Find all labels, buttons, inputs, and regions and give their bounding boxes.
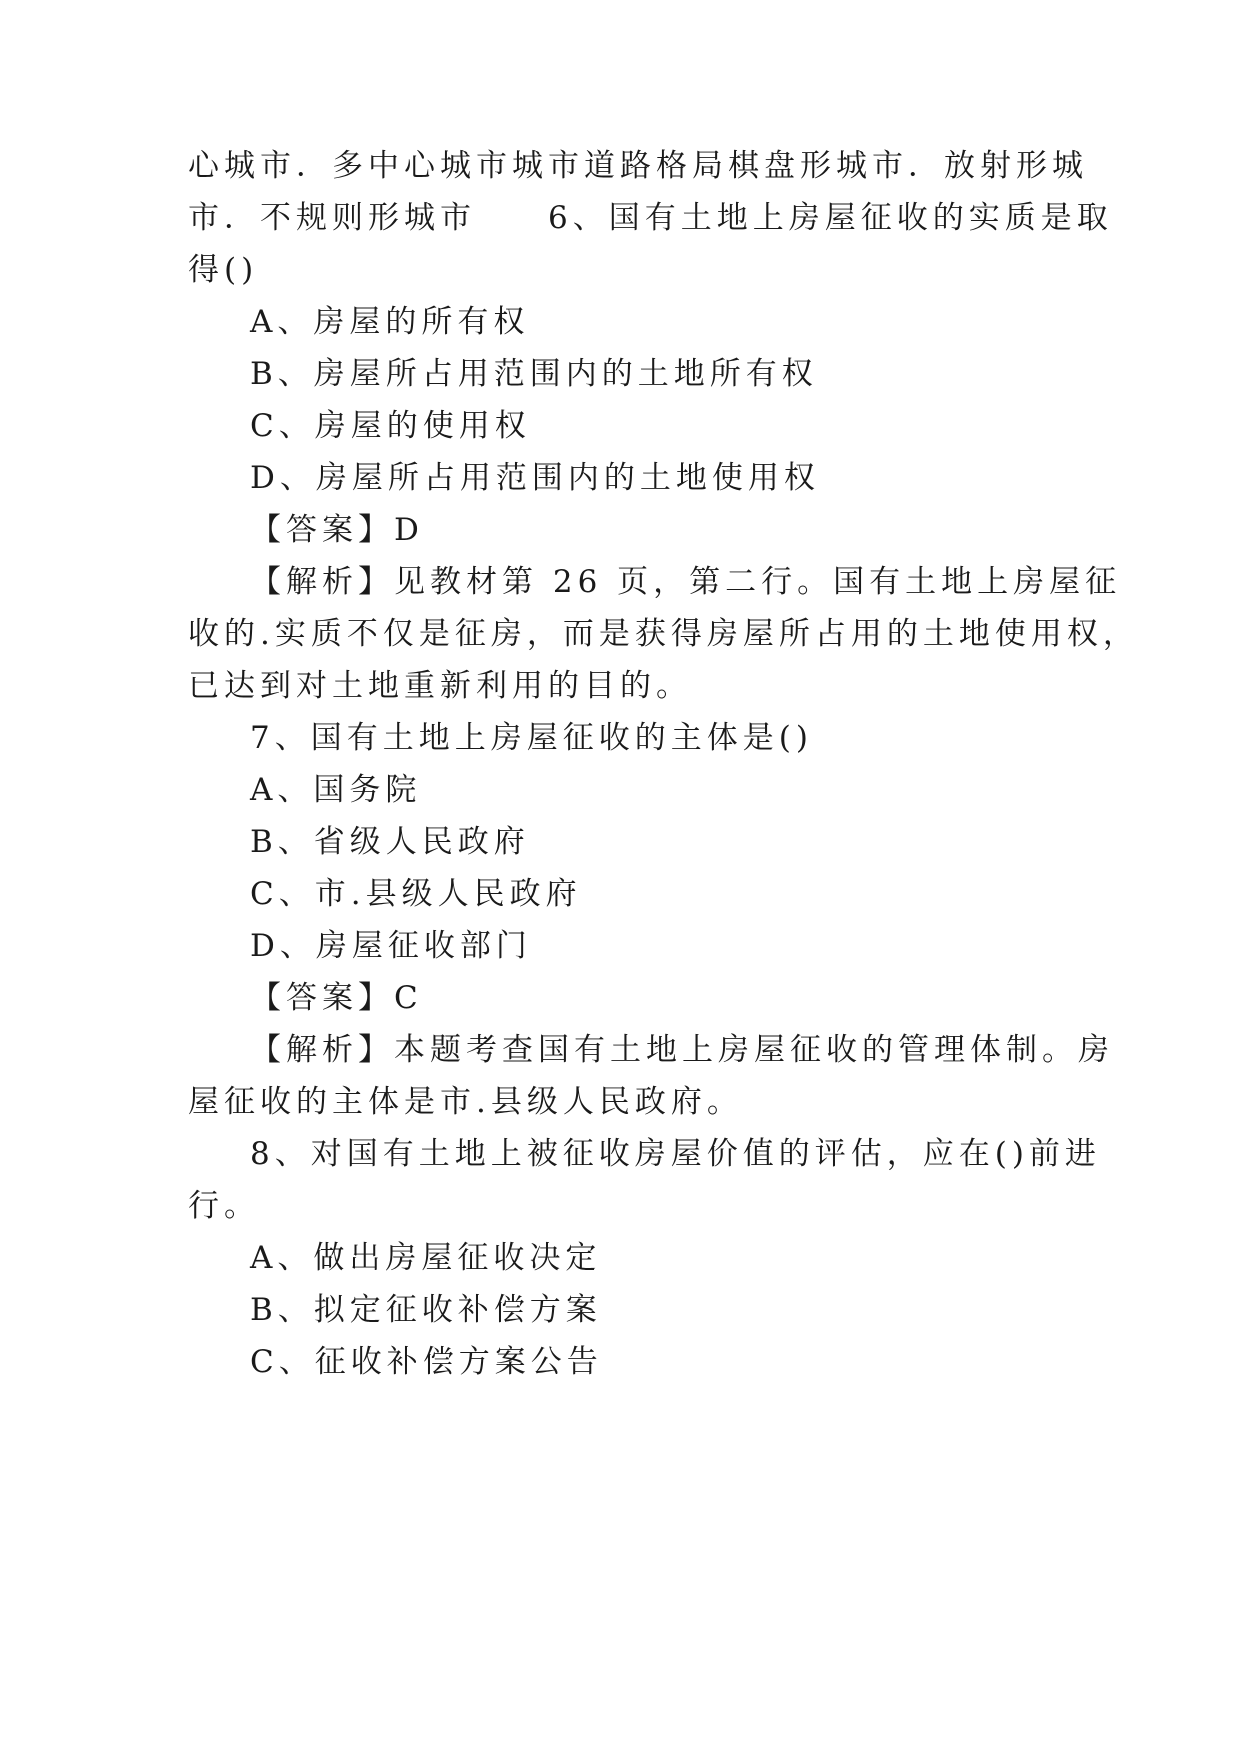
text-line: 已达到对土地重新利用的目的。 — [188, 668, 692, 704]
option-c: C、市.县级人民政府 — [250, 876, 582, 912]
explanation: 【解析】见教材第 26 页，第二行。国有土地上房屋征 — [250, 564, 1122, 600]
text-line: 市．不规则形城市 6、国有土地上房屋征收的实质是取 — [188, 200, 1113, 236]
text-line: 收的.实质不仅是征房，而是获得房屋所占用的土地使用权， — [188, 616, 1139, 652]
question: 8、对国有土地上被征收房屋价值的评估，应在()前进 — [250, 1136, 1101, 1172]
option-a: A、做出房屋征收决定 — [250, 1240, 602, 1276]
answer: 【答案】D — [250, 512, 424, 548]
option-a: A、国务院 — [250, 772, 422, 808]
option-b: B、省级人民政府 — [250, 824, 530, 860]
option-d: D、房屋征收部门 — [250, 928, 532, 964]
text-line: 行。 — [188, 1188, 260, 1224]
option-b: B、房屋所占用范围内的土地所有权 — [250, 356, 818, 392]
text-line: 屋征收的主体是市.县级人民政府。 — [188, 1084, 743, 1120]
explanation: 【解析】本题考查国有土地上房屋征收的管理体制。房 — [250, 1032, 1114, 1068]
text-line: 得() — [188, 252, 259, 288]
option-a: A、房屋的所有权 — [250, 304, 530, 340]
answer: 【答案】C — [250, 980, 423, 1016]
option-c: C、征收补偿方案公告 — [250, 1344, 603, 1380]
option-c: C、房屋的使用权 — [250, 408, 531, 444]
text-line: 心城市．多中心城市城市道路格局棋盘形城市．放射形城 — [188, 148, 1088, 184]
option-b: B、拟定征收补偿方案 — [250, 1292, 602, 1328]
option-d: D、房屋所占用范围内的土地使用权 — [250, 460, 820, 496]
question: 7、国有土地上房屋征收的主体是() — [250, 720, 813, 756]
